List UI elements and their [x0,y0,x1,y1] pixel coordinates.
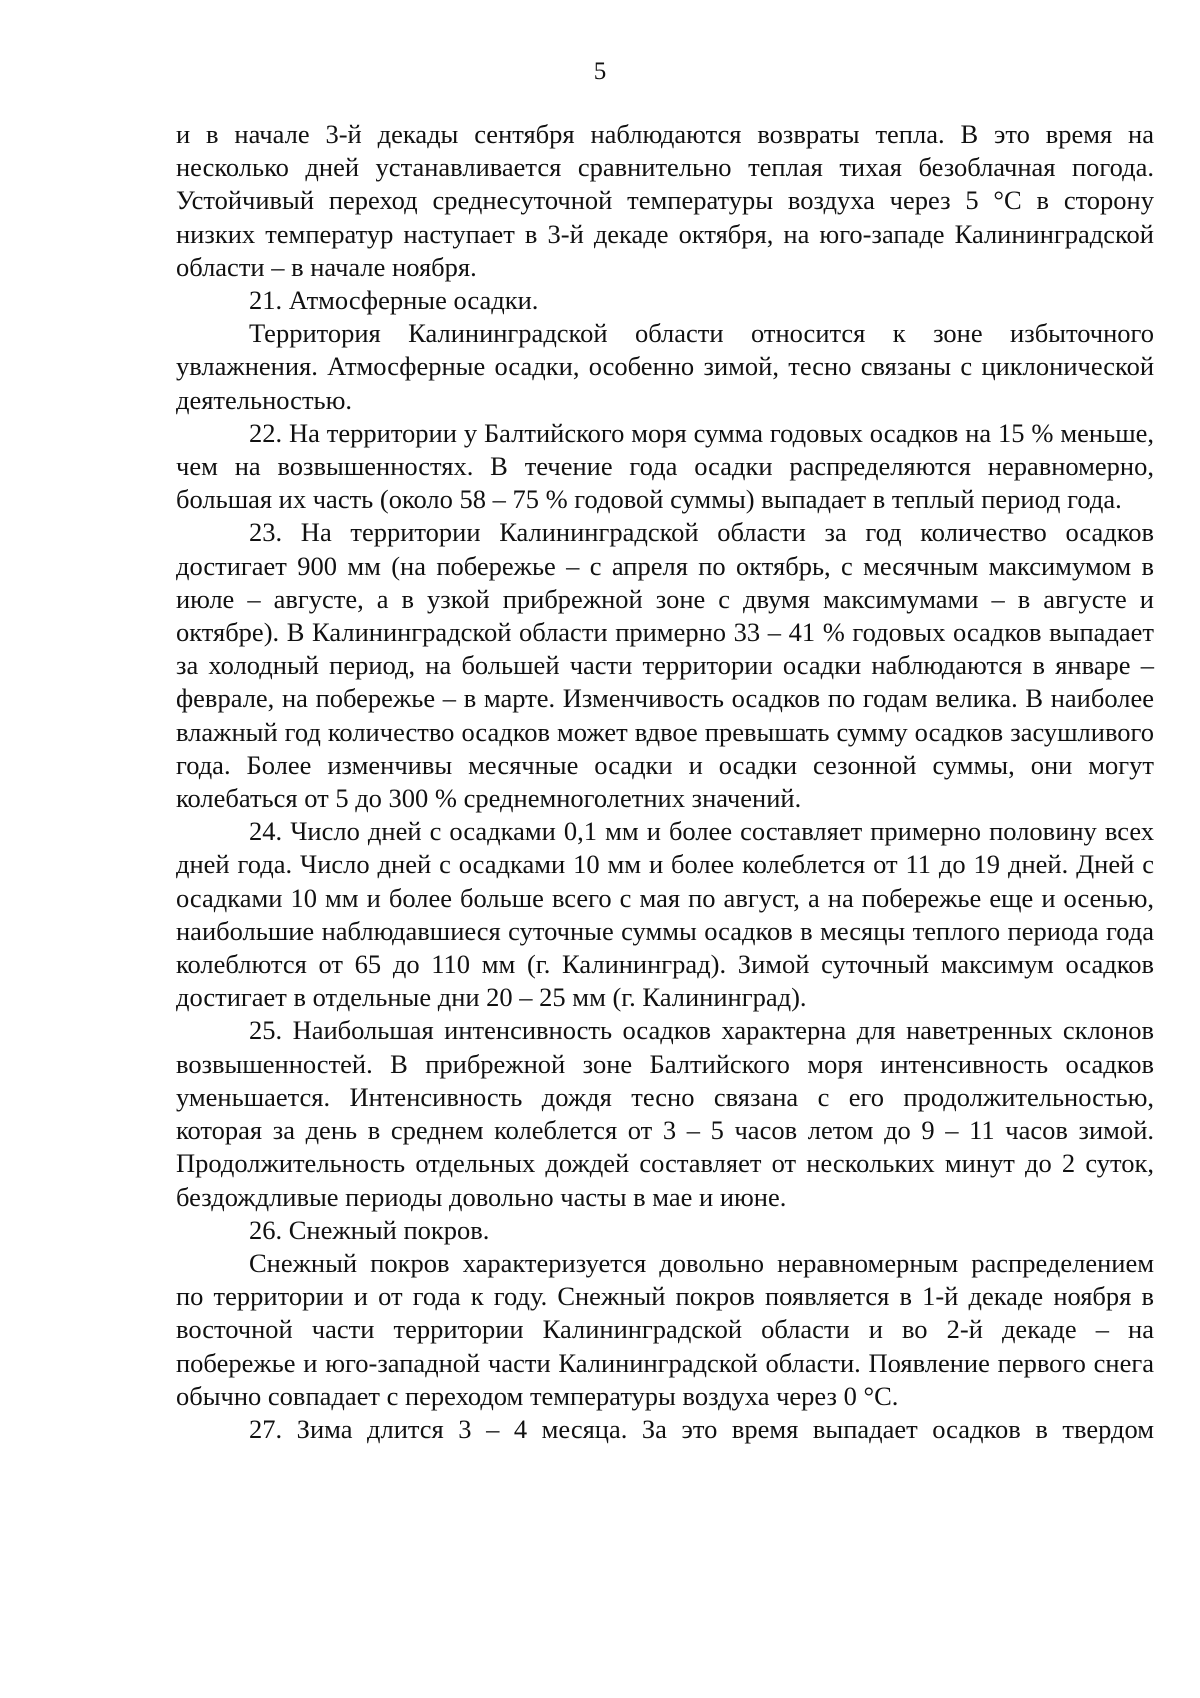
paragraph-continuation: и в начале 3-й декады сентября наблюдаются возвраты тепла. В это время на несколько дней устанавливается сравнительно теплая тихая безоблачная погода. Устойчивый переход среднесуточной температуры воздуха через 5 °С в сторону низких температур наступает в 3-й декаде октября, на юго-западе Калининградской области – в начале ноября. [176,119,1154,282]
section-heading-26: 26. Снежный покров. [249,1214,490,1245]
paragraph-25: 25. Наибольшая интенсивность осадков характерна для наветренных склонов возвышенностей. В прибрежной зоне Балтийского моря интенсивность осадков уменьшается. Интенсивность дождя тесно связана с его продолжительностью, которая за день в среднем колеблется от 3 – 5 часов летом до 9 – 11 часов зимой. Продолжительность отдельных дождей составляет от нескольких минут до 2 суток, бездождливые периоды довольно часты в мае и июне. [176,1015,1154,1212]
paragraph-27: 27. Зима длится 3 – 4 месяца. За это время выпадает осадков в твердом [249,1413,1154,1444]
paragraph-24: 24. Число дней с осадками 0,1 мм и более составляет примерно половину всех дней года. Число дней с осадками 10 мм и более колеблется от 11 до 19 дней. Дней с осадками 10 мм и более больше всего с мая по август, а на побережье еще и осенью, наибольшие наблюдавшиеся суточные суммы осадков в месяцы теплого периода года колеблются от 65 до 110 мм (г. Калининград). Зимой суточный максимум осадков достигает в отдельные дни 20 – 25 мм (г. Калининград). [176,816,1154,1013]
page-number: 5 [593,58,607,85]
paragraph-22: 22. На территории у Балтийского моря сумма годовых осадков на 15 % меньше, чем на возвышенностях. В течение года осадки распределяются неравномерно, большая их часть (около 58 – 75 % годовой суммы) выпадает в теплый период года. [176,417,1154,515]
paragraph-26-body: Снежный покров характеризуется довольно неравномерным распределением по территории и от года к году. Снежный покров появляется в 1-й декаде ноября в восточной части территории Калининградской области и во 2-й декаде – на побережье и юго-западной части Калининградской области. Появление первого снега обычно совпадает с переходом температуры воздуха через 0 °С. [176,1247,1154,1411]
section-heading-21: 21. Атмосферные осадки. [249,285,539,316]
paragraph-21-body: Территория Калининградской области относится к зоне избыточного увлажнения. Атмосферные осадки, особенно зимой, тесно связаны с циклонической деятельностью. [176,318,1154,415]
body-text [176,118,1154,1446]
paragraph-23: 23. На территории Калининградской области за год количество осадков достигает 900 мм (на побережье – с апреля по октябрь, с месячным максимумом в июле – августе, а в узкой прибрежной зоне с двумя максимумами – в августе и октябре). В Калининградской области примерно 33 – 41 % годовых осадков выпадает за холодный период, на большей части территории осадки наблюдаются в январе – феврале, на побережье – в марте. Изменчивость осадков по годам велика. В наиболее влажный год количество осадков может вдвое превышать сумму осадков засушливого года. Более изменчивы месячные осадки и осадки сезонной суммы, они могут колебаться от 5 до 300 % среднемноголетних значений. [176,517,1154,814]
